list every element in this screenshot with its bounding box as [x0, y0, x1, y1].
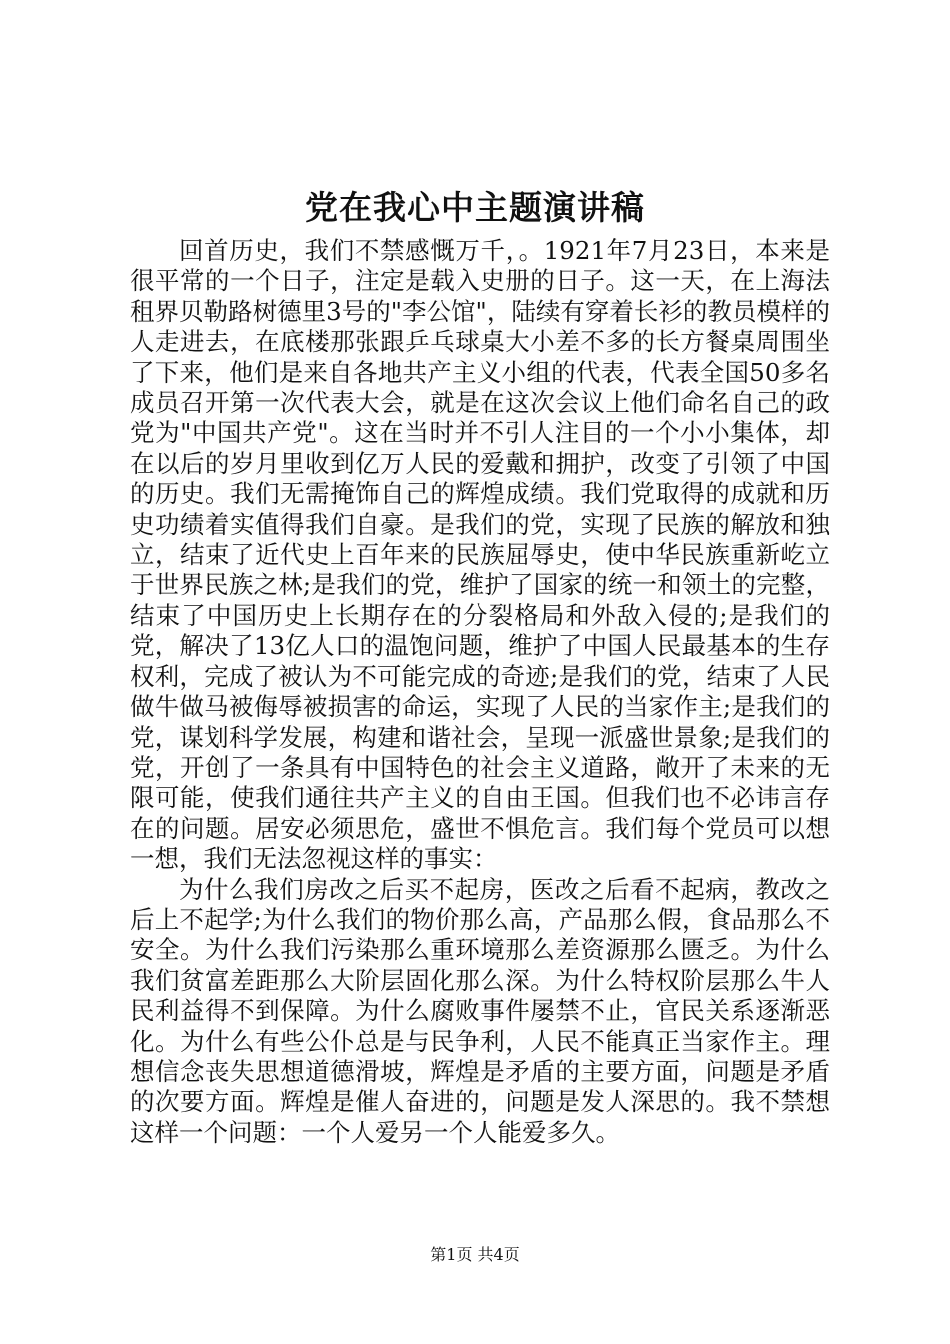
page-number-footer: 第1页 共4页 — [430, 1245, 520, 1264]
document-body — [130, 236, 830, 1148]
document-title: 党在我心中主题演讲稿 — [305, 188, 645, 227]
body-paragraph: 回首历史，我们不禁感慨万千，。1921年7月23日，本来是很平常的一个日子，注定是载入史册的日子。这一天，在上海法租界贝勒路树德里3号的"李公馆"，陆续有穿着长衫的教员模样的人走进去，在底楼那张跟乒乓球桌大小差不多的长方餐桌周围坐了下来，他们是来自各地共产主义小组的代表，代表全国50多名成员召开第一次代表大会，就是在这次会议上他们命名自己的政党为"中国共产党"。这在当时并不引人注目的一个小小集体，却在以后的岁月里收到亿万人民的爱戴和拥护，改变了引领了中国的历史。我们无需掩饰自己的辉煌成绩。我们党取得的成就和历史功绩着实值得我们自豪。是我们的党，实现了民族的解放和独立，结束了近代史上百年来的民族屈辱史，使中华民族重新屹立于世界民族之林;是我们的党，维护了国家的统一和领土的完整，结束了中国历史上长期存在的分裂格局和外敌入侵的;是我们的党，解决了13亿人口的温饱问题，维护了中国人民最基本的生存权利，完成了被认为不可能完成的奇迹;是我们的党，结束了人民做牛做马被侮辱被损害的命运，实现了人民的当家作主;是我们的党，谋划科学发展，构建和谐社会，呈现一派盛世景象;是我们的党，开创了一条具有中国特色的社会主义道路，敞开了未来的无限可能，使我们通往共产主义的自由王国。但我们也不必讳言存在的问题。居安必须思危，盛世不惧危言。我们每个党员可以想一想，我们无法忽视这样的事实： — [130, 236, 830, 874]
body-paragraph: 为什么我们房改之后买不起房，医改之后看不起病，教改之后上不起学;为什么我们的物价那么高，产品那么假，食品那么不安全。为什么我们污染那么重环境那么差资源那么匮乏。为什么我们贫富差距那么大阶层固化那么深。为什么特权阶层那么牛人民利益得不到保障。为什么腐败事件屡禁不止，官民关系逐渐恶化。为什么有些公仆总是与民争利，人民不能真正当家作主。理想信念丧失思想道德滑坡，辉煌是矛盾的主要方面，问题是矛盾的次要方面。辉煌是催人奋进的，问题是发人深思的。我不禁想这样一个问题：一个人爱另一个人能爱多久。 — [130, 874, 830, 1147]
